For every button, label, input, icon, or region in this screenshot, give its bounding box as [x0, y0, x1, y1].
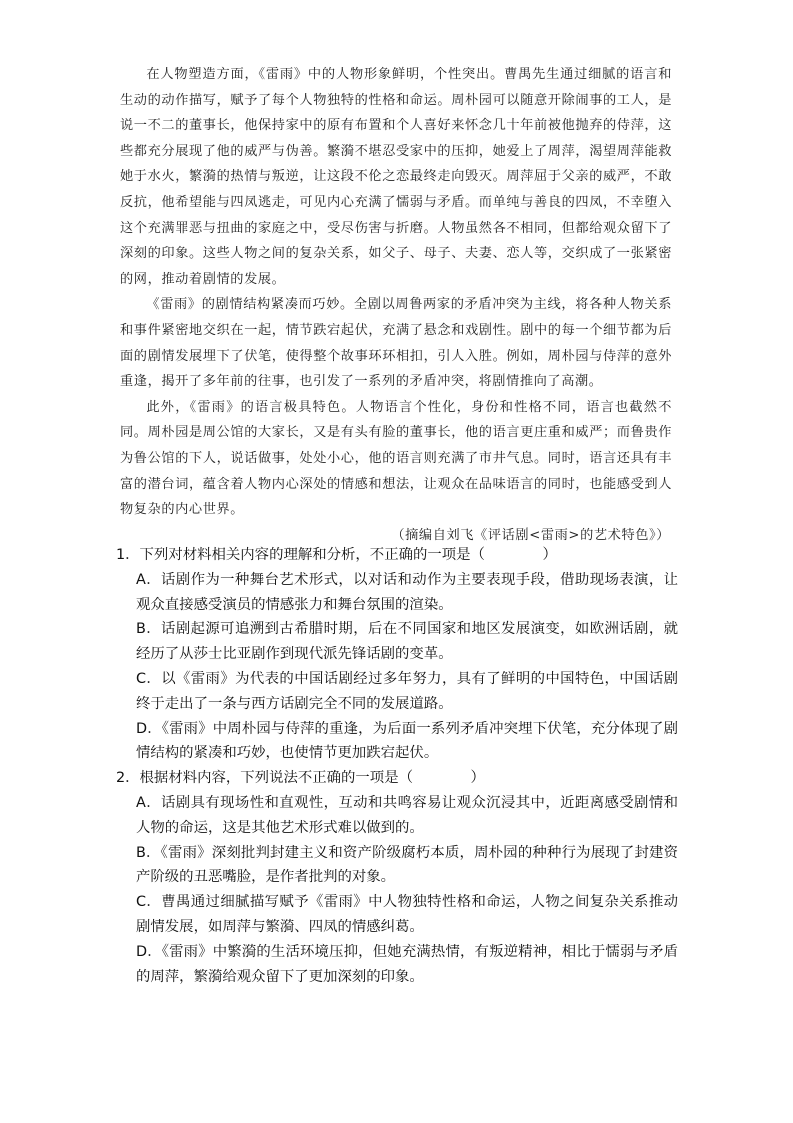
- passage-paragraph-2: 《雷雨》的剧情结构紧凑而巧妙。全剧以周鲁两家的矛盾冲突为主线，将各种人物关系和事件紧密地交织在一起，情节跌宕起伏，充满了悬念和戏剧性。剧中的每一个细节都为后面的剧情发展埋下了伏笔，使得整个故事环环相扣，引人入胜。例如，周朴园与侍萍的意外重逢，揭开了多年前的往事，也引发了一系列的矛盾冲突，将剧情推向了高潮。: [120, 297, 672, 390]
- option-d: D．《雷雨》中繁漪的生活环境压抑，但她充满热情，有叛逆精神，相比于懦弱与矛盾的周萍，繁漪给观众留下了更加深刻的印象。: [136, 943, 678, 985]
- option-a: A．话剧具有现场性和直观性，互动和共鸣容易让观众沉浸其中，近距离感受剧情和人物的命运，这是其他艺术形式难以做到的。: [136, 794, 678, 836]
- passage-paragraph-3: 此外，《雷雨》的语言极具特色。人物语言个性化，身份和性格不同，语言也截然不同。周朴园是周公馆的大家长，又是有头有脸的董事长，他的语言更庄重和威严；而鲁贵作为鲁公馆的下人，说话做事，处处小心，他的语言则充满了市井气息。同时，语言还具有丰富的潜台词，蕴含着人物内心深处的情感和想法，让观众在品味语言的同时，也能感受到人物复杂的内心世界。: [120, 399, 672, 518]
- question-2: [116, 766, 678, 989]
- question-stem: 1．下列对材料相关内容的理解和分析，不正确的一项是（ ）: [116, 547, 557, 563]
- option-c: C．曹禺通过细腻描写赋予《雷雨》中人物独特性格和命运，人物之间复杂关系推动剧情发展，如周萍与繁漪、四凤的情感纠葛。: [136, 894, 678, 935]
- question-list: [116, 543, 678, 989]
- passage-source: （摘编自刘飞《评话剧<雷雨>的艺术特色》）: [391, 527, 670, 543]
- option-d: D．《雷雨》中周朴园与侍萍的重逢，为后面一系列矛盾冲突埋下伏笔，充分体现了剧情结构的紧凑和巧妙，也使情节更加跌宕起伏。: [136, 720, 678, 762]
- reading-passage: [120, 62, 672, 548]
- option-a: A．话剧作为一种舞台艺术形式，以对话和动作为主要表现手段，借助现场表演，让观众直接感受演员的情感张力和舞台氛围的渲染。: [136, 571, 678, 613]
- question-1: [116, 543, 678, 766]
- option-b: B．话剧起源可追溯到古希腊时期，后在不同国家和地区发展演变，如欧洲话剧，就经历了从莎士比亚剧作到现代派先锋话剧的变革。: [136, 621, 678, 663]
- passage-paragraph-1: 在人物塑造方面，《雷雨》中的人物形象鲜明，个性突出。曹禺先生通过细腻的语言和生动的动作描写，赋予了每个人物独特的性格和命运。周朴园可以随意开除闹事的工人，是说一不二的董事长，他保持家中的原有布置和个人喜好来怀念几十年前被他抛弃的侍萍，这些都充分展现了他的威严与伪善。繁漪不堪忍受家中的压抑，她爱上了周萍，渴望周萍能救她于水火，繁漪的热情与叛逆，让这段不伦之恋最终走向毁灭。周萍屈于父亲的威严，不敢反抗，他希望能与四凤逃走，可见内心充满了懦弱与矛盾。而单纯与善良的四凤，不幸堕入这个充满罪恶与扭曲的家庭之中，受尽伤害与折磨。人物虽然各不相同，但都给观众留下了深刻的印象。这些人物之间的复杂关系，如父子、母子、夫妻、恋人等，交织成了一张紧密的网，推动着剧情的发展。: [120, 67, 672, 287]
- option-c: C．以《雷雨》为代表的中国话剧经过多年努力，具有了鲜明的中国特色，中国话剧终于走出了一条与西方话剧完全不同的发展道路。: [136, 670, 678, 712]
- option-b: B．《雷雨》深刻批判封建主义和资产阶级腐朽本质，周朴园的种种行为展现了封建资产阶级的丑恶嘴脸，是作者批判的对象。: [136, 844, 678, 886]
- question-stem: 2．根据材料内容，下列说法不正确的一项是（ ）: [116, 770, 485, 787]
